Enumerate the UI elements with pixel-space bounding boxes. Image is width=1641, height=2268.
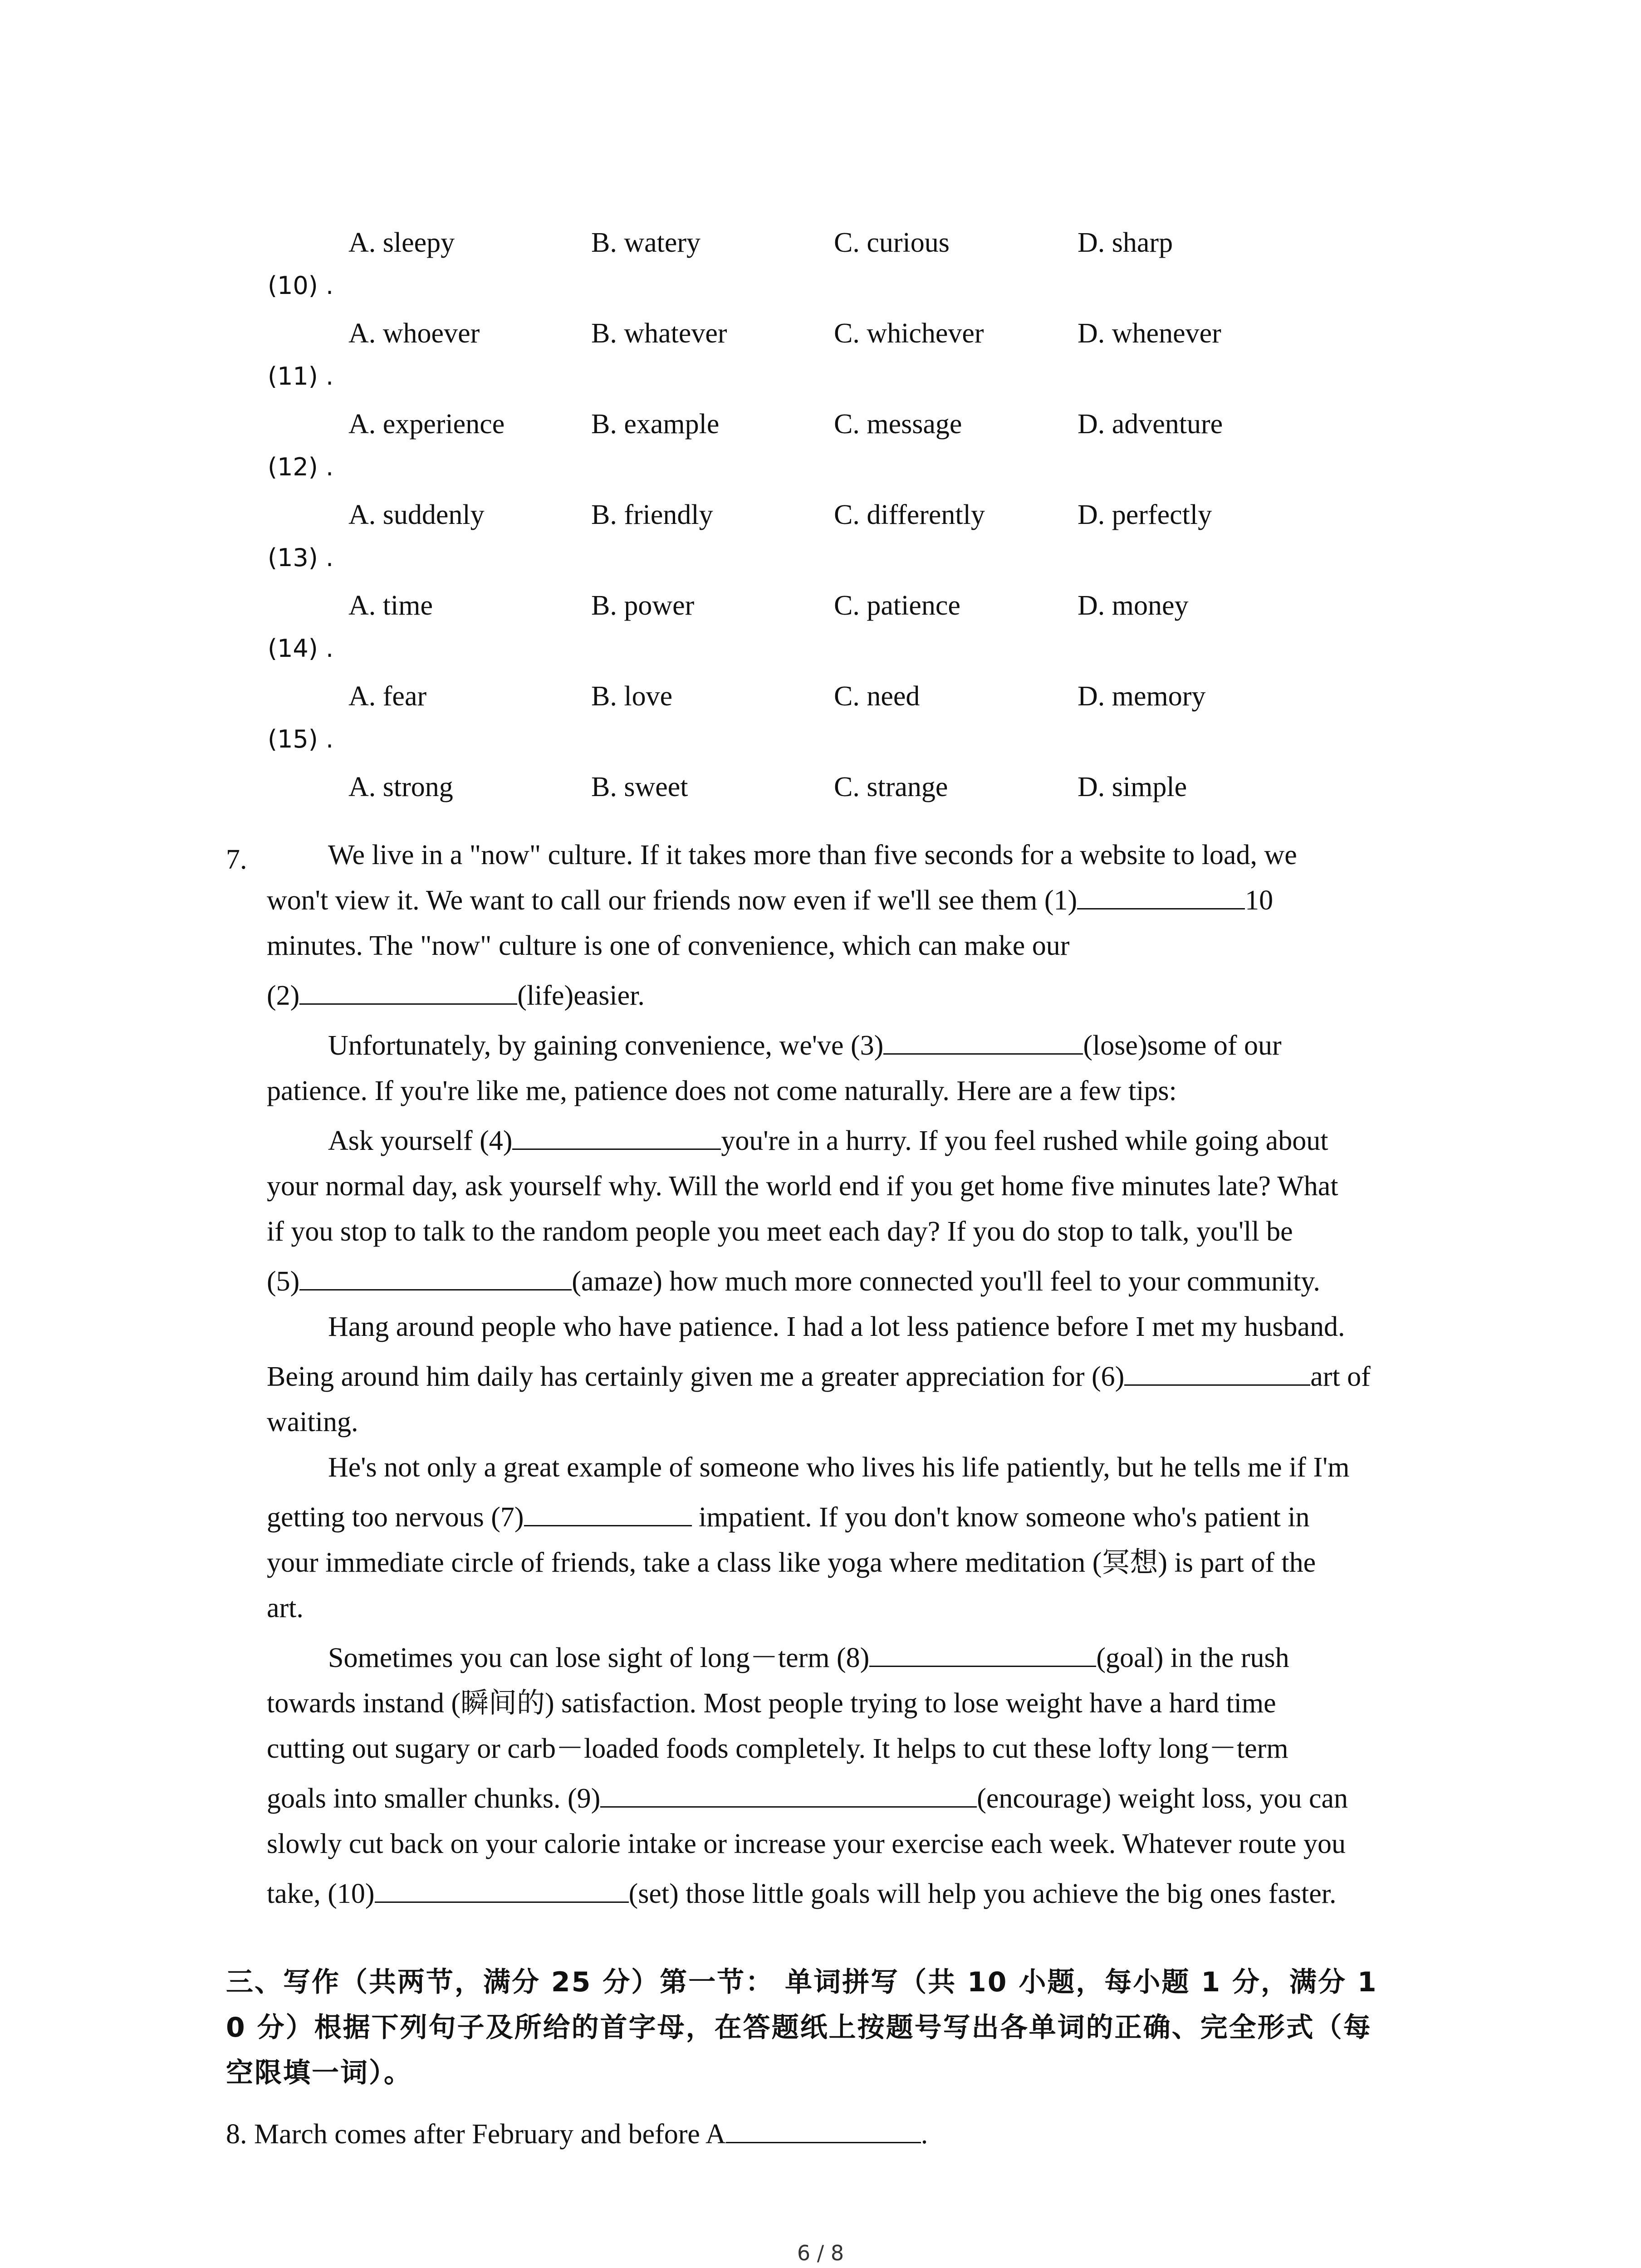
passage-line (267, 975, 645, 1016)
passage-line (267, 1873, 1337, 1914)
question-8-text: 8. March comes after February and before A (226, 2119, 726, 2150)
passage-line (328, 1120, 1328, 1161)
passage-text: you're in a hurry. If you feel rushed while going about (721, 1125, 1328, 1156)
options-row-15 (0, 767, 1641, 807)
option-c: C. differently (834, 499, 985, 530)
options-row-9 (0, 222, 1641, 263)
passage-line: cutting out sugary or carb－loaded foods completely. It helps to cut these lofty long－term (267, 1733, 1288, 1764)
option-b: B. watery (591, 227, 701, 258)
option-b: B. friendly (591, 499, 713, 530)
answer-blank-3[interactable] (883, 1027, 1083, 1055)
passage-text: 10 (1245, 885, 1274, 916)
option-b: B. whatever (591, 318, 727, 349)
passage-text: Ask yourself (4) (328, 1125, 513, 1156)
option-c: C. curious (834, 227, 950, 258)
passage-text: getting too nervous (7) (267, 1502, 524, 1533)
answer-blank-7[interactable] (524, 1499, 692, 1526)
answer-blank-8[interactable] (869, 1639, 1096, 1667)
answer-blank-4[interactable] (512, 1122, 721, 1150)
passage-text: (life)easier. (517, 980, 645, 1011)
options-row-10 (0, 313, 1641, 354)
passage-text: (lose)some of our (1083, 1030, 1282, 1061)
passage-line: waiting. (267, 1407, 358, 1437)
option-d: D. sharp (1078, 227, 1173, 258)
answer-blank-5[interactable] (299, 1263, 572, 1290)
option-a: A. strong (348, 772, 453, 802)
options-row-14 (0, 676, 1641, 717)
option-c: C. whichever (834, 318, 984, 349)
option-b: B. sweet (591, 772, 688, 802)
answer-blank-1[interactable] (1077, 882, 1245, 909)
passage-line: art. (267, 1593, 304, 1623)
options-row-11 (0, 404, 1641, 445)
page-number: 6 / 8 (797, 2241, 844, 2265)
question-number-10: (10) . (268, 271, 334, 300)
question-number-7: 7. (226, 844, 247, 875)
section-heading-line: 三、写作（共两节，满分 25 分）第一节： 单词拼写（共 10 小题，每小题 1 分，满分 1 (226, 1966, 1378, 1998)
passage-line: if you stop to talk to the random people you meet each day? If you do stop to talk, you'll be (267, 1216, 1293, 1247)
passage-line: your normal day, ask yourself why. Will the world end if you get home five minutes late? What (267, 1171, 1338, 1202)
passage-text: (goal) in the rush (1096, 1642, 1289, 1673)
option-b: B. power (591, 590, 695, 621)
passage-text: Sometimes you can lose sight of long－term (8) (328, 1642, 870, 1673)
passage-line (328, 1637, 1289, 1678)
passage-text: (set) those little goals will help you achieve the big ones faster. (628, 1878, 1337, 1909)
passage-text: (2) (267, 980, 300, 1011)
passage-line (267, 1356, 1371, 1397)
question-number-13: (13) . (268, 543, 334, 572)
option-d: D. money (1078, 590, 1189, 621)
passage-line (267, 1497, 1310, 1538)
passage-text: (amaze) how much more connected you'll feel to your community. (572, 1266, 1320, 1297)
option-a: A. experience (348, 409, 505, 440)
section-heading-line: 空限填一词）。 (226, 2057, 412, 2089)
answer-blank-q8[interactable] (726, 2116, 921, 2143)
option-c: C. message (834, 409, 962, 440)
option-b: B. love (591, 681, 673, 712)
passage-line (328, 1025, 1282, 1066)
question-number-12: (12) . (268, 453, 334, 481)
answer-blank-2[interactable] (299, 977, 517, 1005)
passage-line: your immediate circle of friends, take a class like yoga where meditation (冥想) is part of the (267, 1547, 1316, 1578)
options-row-12 (0, 494, 1641, 535)
option-d: D. simple (1078, 772, 1187, 802)
passage-text: Unfortunately, by gaining convenience, we've (3) (328, 1030, 884, 1061)
passage-text: (5) (267, 1266, 300, 1297)
option-d: D. memory (1078, 681, 1206, 712)
question-number-11: (11) . (268, 362, 334, 391)
option-a: A. fear (348, 681, 427, 712)
answer-blank-9[interactable] (600, 1780, 977, 1808)
passage-text: art of (1310, 1361, 1371, 1392)
passage-text: (encourage) weight loss, you can (977, 1783, 1348, 1814)
passage-line: minutes. The "now" culture is one of convenience, which can make our (267, 930, 1070, 961)
option-c: C. need (834, 681, 920, 712)
passage-text: won't view it. We want to call our friends now even if we'll see them (1) (267, 885, 1078, 916)
passage-text: Being around him daily has certainly given me a greater appreciation for (6) (267, 1361, 1125, 1392)
option-a: A. time (348, 590, 433, 621)
answer-blank-6[interactable] (1124, 1358, 1310, 1386)
option-c: C. patience (834, 590, 960, 621)
question-number-14: (14) . (268, 634, 334, 663)
answer-blank-10[interactable] (375, 1875, 629, 1903)
passage-text: take, (10) (267, 1878, 375, 1909)
option-d: D. perfectly (1078, 499, 1212, 530)
option-a: A. sleepy (348, 227, 455, 258)
section-heading-writing (226, 1960, 1465, 2096)
passage-line: slowly cut back on your calorie intake or increase your exercise each week. Whatever route you (267, 1828, 1346, 1859)
option-a: A. suddenly (348, 499, 485, 530)
option-d: D. whenever (1078, 318, 1221, 349)
passage-line: patience. If you're like me, patience does not come naturally. Here are a few tips: (267, 1075, 1177, 1106)
passage-line: Hang around people who have patience. I had a lot less patience before I met my husband. (328, 1311, 1345, 1342)
passage-line (267, 1778, 1348, 1819)
options-row-13 (0, 585, 1641, 626)
section-heading-line: 0 分）根据下列句子及所给的首字母，在答题纸上按题号写出各单词的正确、完全形式（每 (226, 2012, 1372, 2043)
question-number-15: (15) . (268, 725, 334, 753)
passage-text: goals into smaller chunks. (9) (267, 1783, 601, 1814)
option-a: A. whoever (348, 318, 480, 349)
passage-line: towards instand (瞬间的) satisfaction. Most people trying to lose weight have a hard time (267, 1688, 1276, 1719)
passage-line (267, 1261, 1320, 1302)
passage-line (267, 880, 1273, 921)
question-8 (226, 2114, 928, 2155)
passage-text: impatient. If you don't know someone who's patient in (691, 1502, 1310, 1533)
question-8-end: . (921, 2119, 928, 2150)
option-b: B. example (591, 409, 720, 440)
option-c: C. strange (834, 772, 948, 802)
option-d: D. adventure (1078, 409, 1223, 440)
passage-line: He's not only a great example of someone who lives his life patiently, but he tells me if I'm (328, 1452, 1350, 1483)
passage-line: We live in a "now" culture. If it takes more than five seconds for a website to load, we (328, 840, 1297, 870)
